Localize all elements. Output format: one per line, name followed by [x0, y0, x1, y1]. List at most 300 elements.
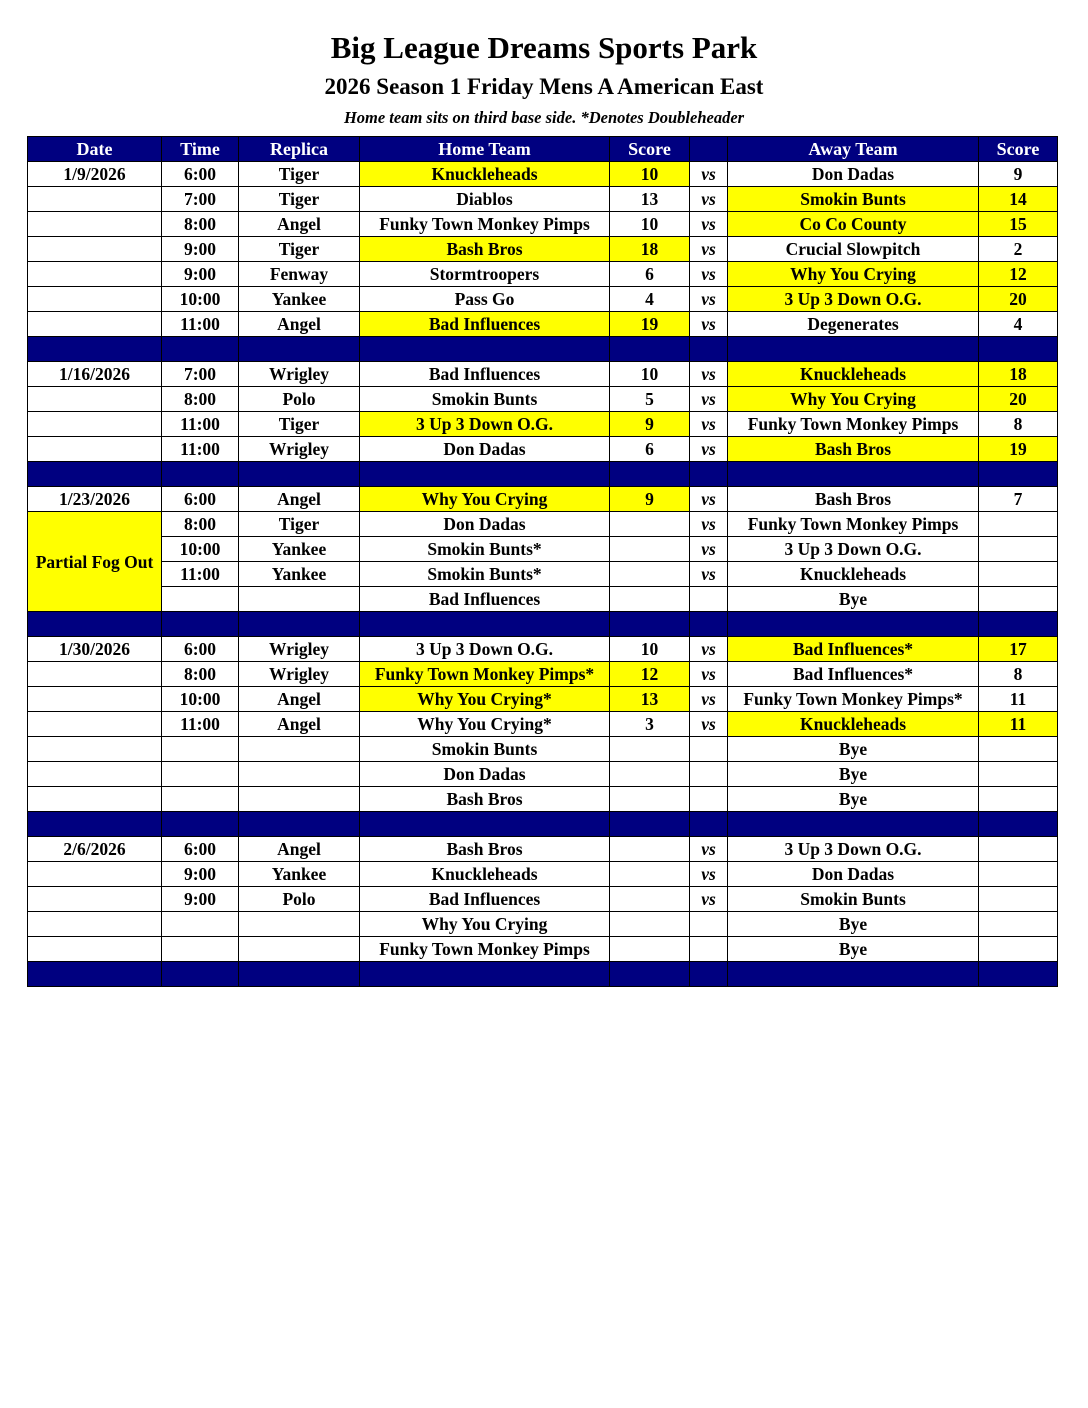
home-team-cell: 3 Up 3 Down O.G. — [360, 412, 610, 437]
away-team-cell: Bad Influences* — [728, 637, 979, 662]
away-score-cell: 17 — [979, 637, 1058, 662]
vs-cell — [690, 587, 728, 612]
home-team-cell: Don Dadas — [360, 437, 610, 462]
home-score-cell: 3 — [610, 712, 690, 737]
separator-cell — [239, 812, 360, 837]
week-separator-row — [28, 612, 1058, 637]
away-score-cell: 14 — [979, 187, 1058, 212]
date-cell — [28, 762, 162, 787]
date-cell — [28, 187, 162, 212]
home-team-cell: Bad Influences — [360, 312, 610, 337]
away-team-cell: 3 Up 3 Down O.G. — [728, 837, 979, 862]
away-team-cell: Bad Influences* — [728, 662, 979, 687]
away-team-cell: Why You Crying — [728, 387, 979, 412]
table-row — [28, 287, 1058, 312]
table-row — [28, 787, 1058, 812]
week-separator-row — [28, 962, 1058, 987]
date-cell: 1/16/2026 — [28, 362, 162, 387]
home-team-cell: Smokin Bunts — [360, 387, 610, 412]
vs-cell: vs — [690, 162, 728, 187]
table-row — [28, 662, 1058, 687]
vs-cell: vs — [690, 362, 728, 387]
time-cell: 8:00 — [162, 212, 239, 237]
away-team-cell: Bye — [728, 762, 979, 787]
separator-cell — [690, 962, 728, 987]
home-team-cell: Bad Influences — [360, 587, 610, 612]
vs-cell: vs — [690, 862, 728, 887]
column-header-away-score: Score — [979, 137, 1058, 162]
time-cell — [162, 762, 239, 787]
time-cell: 8:00 — [162, 662, 239, 687]
replica-cell: Wrigley — [239, 437, 360, 462]
home-team-cell: Why You Crying* — [360, 712, 610, 737]
date-cell — [28, 437, 162, 462]
replica-cell: Angel — [239, 212, 360, 237]
away-score-cell — [979, 562, 1058, 587]
home-team-cell: Stormtroopers — [360, 262, 610, 287]
schedule-body — [28, 162, 1058, 987]
date-cell: 1/23/2026 — [28, 487, 162, 512]
table-row — [28, 512, 1058, 537]
home-score-cell: 6 — [610, 437, 690, 462]
replica-cell: Angel — [239, 687, 360, 712]
time-cell: 11:00 — [162, 412, 239, 437]
time-cell: 10:00 — [162, 287, 239, 312]
separator-cell — [979, 462, 1058, 487]
home-team-cell: Smokin Bunts* — [360, 562, 610, 587]
vs-cell: vs — [690, 212, 728, 237]
table-row — [28, 362, 1058, 387]
away-team-cell: Smokin Bunts — [728, 887, 979, 912]
replica-cell: Polo — [239, 887, 360, 912]
home-score-cell — [610, 512, 690, 537]
separator-cell — [690, 812, 728, 837]
away-team-cell: Knuckleheads — [728, 562, 979, 587]
away-team-cell: Bash Bros — [728, 487, 979, 512]
schedule-note: Home team sits on third base side. *Denotes Doubleheader — [343, 108, 745, 127]
replica-cell: Yankee — [239, 287, 360, 312]
away-team-cell: Crucial Slowpitch — [728, 237, 979, 262]
replica-cell — [239, 587, 360, 612]
home-score-cell: 12 — [610, 662, 690, 687]
home-team-cell: Funky Town Monkey Pimps* — [360, 662, 610, 687]
away-score-cell: 12 — [979, 262, 1058, 287]
separator-cell — [162, 612, 239, 637]
vs-cell — [690, 787, 728, 812]
replica-cell: Tiger — [239, 412, 360, 437]
home-score-cell: 6 — [610, 262, 690, 287]
vs-cell: vs — [690, 512, 728, 537]
vs-cell: vs — [690, 837, 728, 862]
vs-cell: vs — [690, 662, 728, 687]
time-cell — [162, 787, 239, 812]
away-team-cell: Knuckleheads — [728, 362, 979, 387]
vs-cell: vs — [690, 562, 728, 587]
vs-cell: vs — [690, 187, 728, 212]
home-score-cell — [610, 787, 690, 812]
replica-cell: Yankee — [239, 537, 360, 562]
date-cell: 1/30/2026 — [28, 637, 162, 662]
home-team-cell: Smokin Bunts* — [360, 537, 610, 562]
separator-cell — [979, 612, 1058, 637]
week-separator-row — [28, 462, 1058, 487]
date-cell — [28, 312, 162, 337]
time-cell — [162, 937, 239, 962]
time-cell: 10:00 — [162, 537, 239, 562]
separator-cell — [610, 812, 690, 837]
replica-cell: Wrigley — [239, 637, 360, 662]
vs-cell: vs — [690, 237, 728, 262]
away-score-cell — [979, 587, 1058, 612]
replica-cell: Yankee — [239, 862, 360, 887]
vs-cell: vs — [690, 687, 728, 712]
home-team-cell: Why You Crying — [360, 487, 610, 512]
home-team-cell: Pass Go — [360, 287, 610, 312]
vs-cell: vs — [690, 262, 728, 287]
date-cell — [28, 237, 162, 262]
separator-cell — [162, 337, 239, 362]
table-row — [28, 762, 1058, 787]
separator-cell — [690, 612, 728, 637]
away-team-cell: Funky Town Monkey Pimps — [728, 512, 979, 537]
away-score-cell — [979, 537, 1058, 562]
away-score-cell: 8 — [979, 662, 1058, 687]
table-row — [28, 412, 1058, 437]
home-score-cell: 9 — [610, 412, 690, 437]
date-cell: 1/9/2026 — [28, 162, 162, 187]
away-team-cell: Co Co County — [728, 212, 979, 237]
home-team-cell: Bad Influences — [360, 887, 610, 912]
time-cell: 8:00 — [162, 387, 239, 412]
away-team-cell: Bash Bros — [728, 437, 979, 462]
away-score-cell — [979, 937, 1058, 962]
separator-cell — [979, 337, 1058, 362]
separator-cell — [610, 462, 690, 487]
table-row — [28, 937, 1058, 962]
separator-cell — [979, 962, 1058, 987]
date-cell — [28, 862, 162, 887]
separator-cell — [162, 962, 239, 987]
home-score-cell: 9 — [610, 487, 690, 512]
separator-cell — [979, 812, 1058, 837]
page-title: Big League Dreams Sports Park — [330, 30, 758, 65]
time-cell — [162, 587, 239, 612]
separator-cell — [360, 812, 610, 837]
vs-cell — [690, 912, 728, 937]
separator-cell — [690, 337, 728, 362]
replica-cell: Tiger — [239, 187, 360, 212]
column-header-away-team: Away Team — [728, 137, 979, 162]
time-cell — [162, 737, 239, 762]
away-team-cell: Knuckleheads — [728, 712, 979, 737]
home-score-cell: 13 — [610, 187, 690, 212]
vs-cell: vs — [690, 412, 728, 437]
home-team-cell: Diablos — [360, 187, 610, 212]
separator-cell — [162, 462, 239, 487]
home-team-cell: Don Dadas — [360, 762, 610, 787]
home-team-cell: Bash Bros — [360, 787, 610, 812]
separator-cell — [610, 337, 690, 362]
table-row — [28, 687, 1058, 712]
separator-cell — [728, 612, 979, 637]
replica-cell — [239, 787, 360, 812]
separator-cell — [28, 962, 162, 987]
column-header-replica: Replica — [239, 137, 360, 162]
away-score-cell — [979, 887, 1058, 912]
date-cell — [28, 712, 162, 737]
replica-cell: Wrigley — [239, 362, 360, 387]
away-score-cell — [979, 787, 1058, 812]
table-row — [28, 312, 1058, 337]
time-cell: 11:00 — [162, 712, 239, 737]
table-row — [28, 387, 1058, 412]
replica-cell — [239, 937, 360, 962]
table-row — [28, 712, 1058, 737]
date-cell — [28, 387, 162, 412]
date-cell — [28, 937, 162, 962]
away-score-cell — [979, 512, 1058, 537]
time-cell: 11:00 — [162, 312, 239, 337]
time-cell: 9:00 — [162, 237, 239, 262]
replica-cell: Tiger — [239, 237, 360, 262]
separator-cell — [162, 812, 239, 837]
home-team-cell: Knuckleheads — [360, 862, 610, 887]
separator-cell — [360, 462, 610, 487]
table-row — [28, 562, 1058, 587]
time-cell — [162, 912, 239, 937]
replica-cell: Angel — [239, 312, 360, 337]
home-team-cell: Why You Crying* — [360, 687, 610, 712]
table-row — [28, 837, 1058, 862]
away-team-cell: Degenerates — [728, 312, 979, 337]
separator-cell — [360, 337, 610, 362]
separator-cell — [239, 462, 360, 487]
home-score-cell: 18 — [610, 237, 690, 262]
time-cell: 6:00 — [162, 487, 239, 512]
home-score-cell — [610, 912, 690, 937]
date-cell: 2/6/2026 — [28, 837, 162, 862]
home-score-cell: 19 — [610, 312, 690, 337]
vs-cell — [690, 762, 728, 787]
away-score-cell: 11 — [979, 687, 1058, 712]
home-score-cell: 4 — [610, 287, 690, 312]
away-score-cell — [979, 912, 1058, 937]
date-cell — [28, 212, 162, 237]
away-score-cell: 15 — [979, 212, 1058, 237]
vs-cell — [690, 937, 728, 962]
vs-cell: vs — [690, 637, 728, 662]
separator-cell — [690, 462, 728, 487]
away-team-cell: Bye — [728, 912, 979, 937]
separator-cell — [360, 962, 610, 987]
separator-cell — [28, 337, 162, 362]
table-row — [28, 162, 1058, 187]
replica-cell: Angel — [239, 712, 360, 737]
replica-cell — [239, 737, 360, 762]
column-header-home-score: Score — [610, 137, 690, 162]
time-cell: 11:00 — [162, 437, 239, 462]
replica-cell: Angel — [239, 837, 360, 862]
date-cell — [28, 787, 162, 812]
separator-cell — [239, 612, 360, 637]
away-score-cell: 7 — [979, 487, 1058, 512]
time-cell: 11:00 — [162, 562, 239, 587]
separator-cell — [728, 812, 979, 837]
away-score-cell: 20 — [979, 387, 1058, 412]
vs-cell: vs — [690, 487, 728, 512]
home-score-cell: 10 — [610, 362, 690, 387]
vs-cell: vs — [690, 387, 728, 412]
table-header-row — [28, 137, 1058, 162]
replica-cell: Angel — [239, 487, 360, 512]
home-score-cell — [610, 587, 690, 612]
away-team-cell: Why You Crying — [728, 262, 979, 287]
date-cell — [28, 687, 162, 712]
home-team-cell: Bash Bros — [360, 237, 610, 262]
table-row — [28, 262, 1058, 287]
home-score-cell: 10 — [610, 212, 690, 237]
time-cell: 9:00 — [162, 862, 239, 887]
date-cell — [28, 412, 162, 437]
away-score-cell: 18 — [979, 362, 1058, 387]
vs-cell: vs — [690, 437, 728, 462]
date-cell — [28, 737, 162, 762]
page-subtitle: 2026 Season 1 Friday Mens A American East — [324, 74, 764, 99]
replica-cell — [239, 912, 360, 937]
table-row — [28, 637, 1058, 662]
home-score-cell — [610, 737, 690, 762]
week-separator-row — [28, 337, 1058, 362]
home-team-cell: Bash Bros — [360, 837, 610, 862]
separator-cell — [239, 337, 360, 362]
home-score-cell — [610, 537, 690, 562]
home-score-cell: 10 — [610, 637, 690, 662]
home-team-cell: Why You Crying — [360, 912, 610, 937]
table-row — [28, 537, 1058, 562]
replica-cell: Polo — [239, 387, 360, 412]
away-team-cell: Bye — [728, 937, 979, 962]
away-team-cell: Bye — [728, 787, 979, 812]
time-cell: 9:00 — [162, 262, 239, 287]
away-team-cell: Don Dadas — [728, 862, 979, 887]
column-header-home-team: Home Team — [360, 137, 610, 162]
date-cell — [28, 912, 162, 937]
separator-cell — [728, 962, 979, 987]
separator-cell — [360, 612, 610, 637]
away-score-cell — [979, 862, 1058, 887]
time-cell: 10:00 — [162, 687, 239, 712]
separator-cell — [610, 612, 690, 637]
table-row — [28, 737, 1058, 762]
separator-cell — [28, 612, 162, 637]
table-row — [28, 237, 1058, 262]
home-team-cell: Don Dadas — [360, 512, 610, 537]
date-cell — [28, 662, 162, 687]
home-team-cell: Knuckleheads — [360, 162, 610, 187]
date-cell — [28, 887, 162, 912]
vs-cell: vs — [690, 537, 728, 562]
vs-cell: vs — [690, 287, 728, 312]
home-score-cell — [610, 887, 690, 912]
table-row — [28, 862, 1058, 887]
away-score-cell: 20 — [979, 287, 1058, 312]
replica-cell: Fenway — [239, 262, 360, 287]
home-score-cell — [610, 862, 690, 887]
time-cell: 6:00 — [162, 637, 239, 662]
away-score-cell: 2 — [979, 237, 1058, 262]
away-team-cell: Funky Town Monkey Pimps* — [728, 687, 979, 712]
separator-cell — [28, 812, 162, 837]
date-cell — [28, 262, 162, 287]
column-header-date: Date — [28, 137, 162, 162]
table-row — [28, 912, 1058, 937]
separator-cell — [610, 962, 690, 987]
week-separator-row — [28, 812, 1058, 837]
separator-cell — [728, 462, 979, 487]
replica-cell: Tiger — [239, 162, 360, 187]
time-cell: 7:00 — [162, 362, 239, 387]
column-header-vs — [690, 137, 728, 162]
away-score-cell: 4 — [979, 312, 1058, 337]
away-score-cell — [979, 762, 1058, 787]
away-team-cell: 3 Up 3 Down O.G. — [728, 287, 979, 312]
away-score-cell: 8 — [979, 412, 1058, 437]
home-team-cell: Bad Influences — [360, 362, 610, 387]
table-row — [28, 587, 1058, 612]
table-row — [28, 887, 1058, 912]
replica-cell: Wrigley — [239, 662, 360, 687]
away-team-cell: Don Dadas — [728, 162, 979, 187]
replica-cell: Yankee — [239, 562, 360, 587]
replica-cell — [239, 762, 360, 787]
home-score-cell — [610, 762, 690, 787]
table-row — [28, 212, 1058, 237]
home-score-cell: 5 — [610, 387, 690, 412]
replica-cell: Tiger — [239, 512, 360, 537]
away-score-cell: 11 — [979, 712, 1058, 737]
time-cell: 6:00 — [162, 162, 239, 187]
separator-cell — [28, 462, 162, 487]
home-team-cell: Funky Town Monkey Pimps — [360, 937, 610, 962]
home-score-cell: 10 — [610, 162, 690, 187]
away-team-cell: Smokin Bunts — [728, 187, 979, 212]
separator-cell — [728, 337, 979, 362]
home-score-cell — [610, 837, 690, 862]
away-score-cell — [979, 837, 1058, 862]
vs-cell — [690, 737, 728, 762]
home-score-cell — [610, 937, 690, 962]
time-cell: 6:00 — [162, 837, 239, 862]
home-team-cell: 3 Up 3 Down O.G. — [360, 637, 610, 662]
column-header-time: Time — [162, 137, 239, 162]
away-team-cell: Funky Town Monkey Pimps — [728, 412, 979, 437]
away-team-cell: Bye — [728, 737, 979, 762]
home-score-cell — [610, 562, 690, 587]
separator-cell — [239, 962, 360, 987]
home-team-cell: Funky Town Monkey Pimps — [360, 212, 610, 237]
home-team-cell: Smokin Bunts — [360, 737, 610, 762]
time-cell: 9:00 — [162, 887, 239, 912]
away-team-cell: 3 Up 3 Down O.G. — [728, 537, 979, 562]
time-cell: 7:00 — [162, 187, 239, 212]
home-score-cell: 13 — [610, 687, 690, 712]
table-row — [28, 487, 1058, 512]
time-cell: 8:00 — [162, 512, 239, 537]
fog-out-note: Partial Fog Out — [28, 512, 162, 612]
away-team-cell: Bye — [728, 587, 979, 612]
vs-cell: vs — [690, 712, 728, 737]
vs-cell: vs — [690, 312, 728, 337]
